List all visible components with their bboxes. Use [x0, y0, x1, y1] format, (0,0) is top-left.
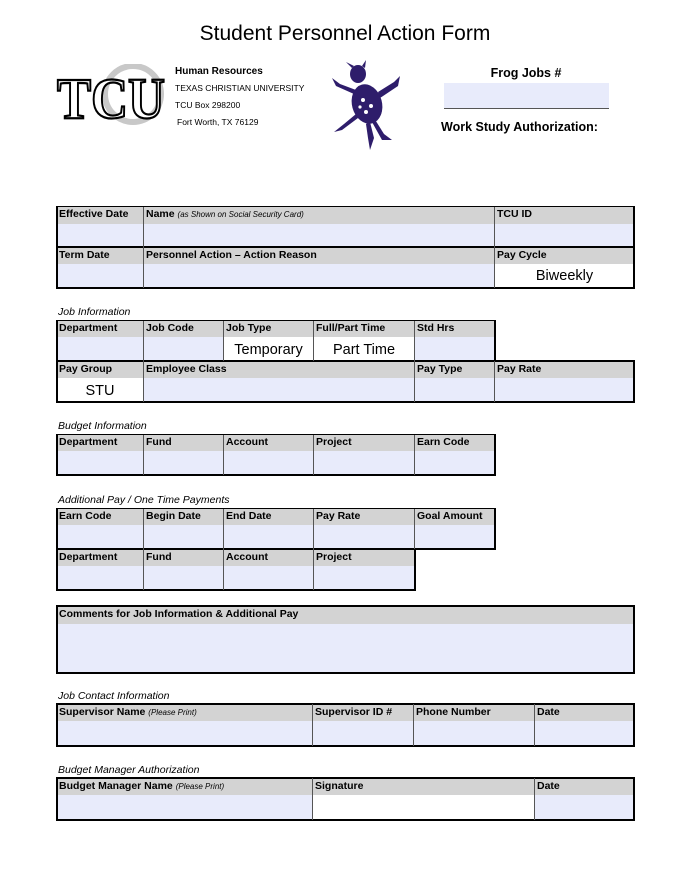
contact-date-field[interactable]: [535, 721, 634, 745]
budget-department-field[interactable]: [57, 451, 143, 474]
add-fund-header: Fund: [144, 550, 223, 566]
add-fund-field[interactable]: [144, 566, 223, 589]
add-earn-code-header: Earn Code: [57, 509, 143, 525]
budget-manager-section: Budget Manager Authorization: [58, 764, 200, 776]
hr-city: Fort Worth, TX 76129: [177, 117, 259, 127]
hr-university: TEXAS CHRISTIAN UNIVERSITY: [175, 83, 305, 93]
name-header: Name (as Shown on Social Security Card): [144, 207, 494, 224]
pay-group-header: Pay Group: [57, 362, 143, 378]
budget-earn-code-header: Earn Code: [415, 435, 494, 451]
std-hrs-field[interactable]: [415, 337, 494, 360]
pay-cycle-value: Biweekly: [535, 268, 594, 284]
add-goal-amount-field[interactable]: [415, 525, 494, 548]
pay-rate-header: Pay Rate: [495, 362, 634, 378]
budget-earn-code-field[interactable]: [415, 451, 494, 474]
job-code-header: Job Code: [144, 321, 223, 337]
full-part-header: Full/Part Time: [314, 321, 414, 337]
add-account-header: Account: [224, 550, 313, 566]
signature-field[interactable]: [313, 795, 534, 819]
manager-date-header: Date: [535, 779, 634, 795]
signature-header: Signature: [313, 779, 534, 795]
add-begin-date-field[interactable]: [144, 525, 223, 548]
additional-pay-section: Additional Pay / One Time Payments: [58, 494, 230, 506]
pay-cycle-header: Pay Cycle: [495, 248, 634, 264]
phone-number-field[interactable]: [414, 721, 534, 745]
logo-wordmark: TCU: [57, 66, 165, 128]
budget-fund-header: Fund: [144, 435, 223, 451]
add-account-field[interactable]: [224, 566, 313, 589]
pay-type-field[interactable]: [415, 378, 494, 401]
add-department-field[interactable]: [57, 566, 143, 589]
full-part-value: Part Time: [332, 342, 396, 358]
phone-number-header: Phone Number: [414, 705, 534, 721]
frog-jobs-input[interactable]: [444, 83, 609, 109]
hr-address: [175, 63, 304, 131]
job-type-value: Temporary: [234, 342, 303, 358]
form-title: Student Personnel Action Form: [199, 22, 491, 45]
personnel-action-header: Personnel Action – Action Reason: [144, 248, 494, 264]
budget-project-field[interactable]: [314, 451, 414, 474]
supervisor-id-header: Supervisor ID #: [313, 705, 413, 721]
tcu-logo: [55, 64, 169, 128]
pay-type-header: Pay Type: [415, 362, 494, 378]
add-pay-rate-header: Pay Rate: [314, 509, 414, 525]
manager-date-field[interactable]: [535, 795, 634, 819]
add-end-date-header: End Date: [224, 509, 313, 525]
frog-jobs-label: Frog Jobs #: [490, 66, 562, 80]
job-code-field[interactable]: [144, 337, 223, 360]
budget-manager-name-header: Budget Manager Name (Please Print): [57, 779, 312, 795]
job-department-header: Department: [57, 321, 143, 337]
employee-class-field[interactable]: [144, 378, 414, 401]
add-end-date-field[interactable]: [224, 525, 313, 548]
supervisor-name-field[interactable]: [57, 721, 312, 745]
pay-group-value: STU: [85, 383, 115, 399]
add-project-field[interactable]: [314, 566, 414, 589]
job-contact-section: Job Contact Information: [58, 690, 170, 702]
job-info-section: Job Information: [58, 306, 131, 318]
supervisor-id-field[interactable]: [313, 721, 413, 745]
comments-header: Comments for Job Information & Additional Pay: [57, 607, 634, 624]
hr-box: TCU Box 298200: [175, 100, 241, 110]
horned-frog-icon: [330, 60, 405, 150]
add-pay-rate-field[interactable]: [314, 525, 414, 548]
budget-department-header: Department: [57, 435, 143, 451]
add-begin-date-header: Begin Date: [144, 509, 223, 525]
employee-class-header: Employee Class: [144, 362, 414, 378]
name-field[interactable]: [144, 224, 494, 247]
supervisor-name-header: Supervisor Name (Please Print): [57, 705, 312, 721]
add-department-header: Department: [57, 550, 143, 566]
budget-manager-name-field[interactable]: [57, 795, 312, 819]
add-earn-code-field[interactable]: [57, 525, 143, 548]
job-type-header: Job Type: [224, 321, 313, 337]
tcu-id-header: TCU ID: [495, 207, 634, 224]
budget-account-header: Account: [224, 435, 313, 451]
budget-info-section: Budget Information: [58, 420, 147, 432]
std-hrs-header: Std Hrs: [415, 321, 494, 337]
contact-date-header: Date: [535, 705, 634, 721]
effective-date-header: Effective Date: [57, 207, 143, 224]
hr-dept: Human Resources: [175, 66, 263, 77]
budget-account-field[interactable]: [224, 451, 313, 474]
add-goal-amount-header: Goal Amount: [415, 509, 494, 525]
tcu-id-field[interactable]: [495, 224, 634, 247]
budget-fund-field[interactable]: [144, 451, 223, 474]
personnel-action-field[interactable]: [144, 264, 494, 287]
work-study-label: Work Study Authorization:: [441, 120, 598, 134]
effective-date-field[interactable]: [57, 224, 143, 247]
comments-field[interactable]: [57, 624, 634, 672]
add-project-header: Project: [314, 550, 414, 566]
budget-project-header: Project: [314, 435, 414, 451]
term-date-field[interactable]: [57, 264, 143, 287]
pay-rate-field[interactable]: [495, 378, 634, 401]
term-date-header: Term Date: [57, 248, 143, 264]
job-department-field[interactable]: [57, 337, 143, 360]
